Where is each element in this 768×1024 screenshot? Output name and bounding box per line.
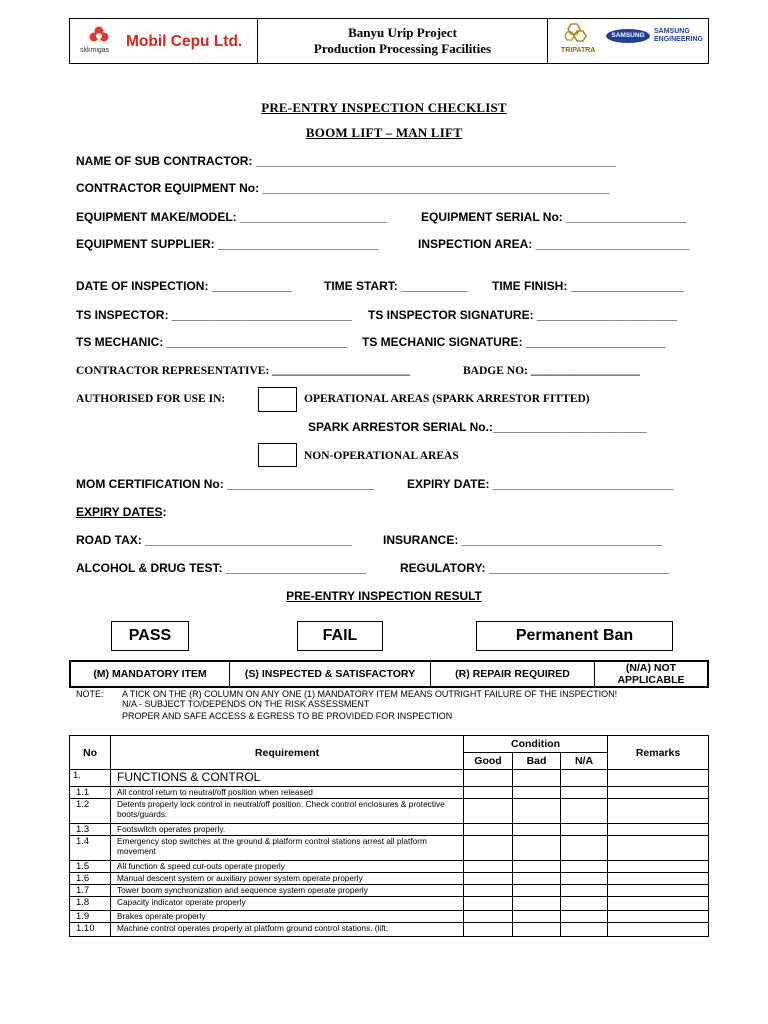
cell-remarks[interactable] [608,799,709,824]
cell-bad[interactable] [513,873,561,885]
header-no: No [70,736,111,770]
time-start-field[interactable]: TIME START: __________ [324,279,468,293]
spark-arrestor-serial-field[interactable]: SPARK ARRESTOR SERIAL No.:_______________________ [308,420,647,434]
legend-satisfactory: (S) INSPECTED & SATISFACTORY [230,661,431,687]
row-requirement: All function & speed cut-outs operate properly [111,861,464,873]
cell-bad[interactable] [513,770,561,787]
legend-table [69,660,709,688]
row-requirement: All control return to neutral/off position when released [111,787,464,799]
contractor-equipment-field[interactable]: CONTRACTOR EQUIPMENT No: ____________________________________________________ [76,181,610,195]
cell-good[interactable] [464,911,513,923]
cell-good[interactable] [464,836,513,861]
cell-good[interactable] [464,861,513,873]
cell-good[interactable] [464,873,513,885]
fail-option[interactable]: FAIL [297,621,383,651]
note-line-2: N/A - SUBJECT TO/DEPENDS ON THE RISK ASSESSMENT [122,699,370,709]
cell-bad[interactable] [513,885,561,897]
mobil-cepu-logo [70,19,258,63]
samsung-engineering-line-1: SAMSUNG [654,28,690,35]
badge-field[interactable]: BADGE NO: ___________________ [463,365,640,377]
header-condition: Condition [464,736,608,753]
ts-inspector-signature-field[interactable]: TS INSPECTOR SIGNATURE: _____________________ [368,308,678,322]
tripatra-label: TRIPATRA [561,47,596,54]
cell-bad[interactable] [513,923,561,937]
header-remarks: Remarks [608,736,709,770]
cell-remarks[interactable] [608,911,709,923]
mom-certification-field[interactable]: MOM CERTIFICATION No: ______________________ [76,477,374,491]
table-row [70,885,709,897]
expiry-dates-colon: : [162,505,167,519]
legend-mandatory: (M) MANDATORY ITEM [70,661,230,687]
cell-good[interactable] [464,897,513,911]
note-line-3: PROPER AND SAFE ACCESS & EGRESS TO BE PROVIDED FOR INSPECTION [122,711,453,721]
row-requirement: Brakes operate properly [111,911,464,923]
section-title: FUNCTIONS & CONTROL [111,770,464,787]
sub-contractor-field[interactable]: NAME OF SUB CONTRACTOR: ______________________________________________________ [76,154,617,168]
row-number: 1.3 [70,824,111,836]
table-row [70,799,709,824]
legend-not-applicable: (N/A) NOT APPLICABLE [595,661,709,687]
table-row [70,824,709,836]
cell-bad[interactable] [513,836,561,861]
table-row [70,911,709,923]
cell-remarks[interactable] [608,885,709,897]
operational-areas-checkbox[interactable] [258,387,297,412]
document-header [69,18,709,64]
inspection-area-field[interactable]: INSPECTION AREA: _______________________ [418,237,690,251]
project-line-2: Production Processing Facilities [313,41,492,56]
cell-bad[interactable] [513,861,561,873]
samsung-engineering-line-2: ENGINEERING [654,36,704,43]
row-number: 1.6 [70,873,111,885]
non-operational-areas-label: NON-OPERATIONAL AREAS [304,450,459,462]
row-requirement: Capacity indicator operate properly [111,897,464,911]
road-tax-field[interactable]: ROAD TAX: _______________________________ [76,533,352,547]
cell-bad[interactable] [513,824,561,836]
row-requirement: Machine control operates properly at platform ground control stations. (lift, [111,923,464,937]
ts-mechanic-field[interactable]: TS MECHANIC: ___________________________ [76,335,347,349]
expiry-date-field[interactable]: EXPIRY DATE: ___________________________ [407,477,673,491]
expiry-dates-label: EXPIRY DATES [76,505,163,519]
skkmigas-flower-icon [88,25,110,47]
row-number: 1.5 [70,861,111,873]
cell-good[interactable] [464,824,513,836]
cell-na[interactable] [561,787,608,799]
cell-good[interactable] [464,799,513,824]
header-requirement: Requirement [111,736,464,770]
partner-logos [548,19,709,63]
serial-field[interactable]: EQUIPMENT SERIAL No: __________________ [421,210,687,224]
cell-remarks[interactable] [608,824,709,836]
cell-good[interactable] [464,885,513,897]
note-label: NOTE: [76,689,104,699]
checklist-subtitle: BOOM LIFT – MAN LIFT [305,125,463,140]
mobil-cepu-label: Mobil Cepu Ltd. [126,33,243,50]
checklist-title: PRE-ENTRY INSPECTION CHECKLIST [261,100,507,115]
cell-bad[interactable] [513,787,561,799]
row-requirement: Tower boom synchronization and sequence system operate properly [111,885,464,897]
contractor-rep-field[interactable]: CONTRACTOR REPRESENTATIVE: ________________________ [76,365,411,377]
cell-good[interactable] [464,923,513,937]
cell-remarks[interactable] [608,770,709,787]
row-number: 1.10 [70,923,111,937]
ts-mechanic-signature-field[interactable]: TS MECHANIC SIGNATURE: _____________________ [362,335,666,349]
samsung-oval-logo: SAMSUNG [606,29,650,43]
note-line-1: A TICK ON THE (R) COLUMN ON ANY ONE (1) MANDATORY ITEM MEANS OUTRIGHT FAILURE OF THE INSPECTION! [122,689,618,699]
cell-good[interactable] [464,787,513,799]
non-operational-areas-checkbox[interactable] [258,443,297,467]
insurance-field[interactable]: INSURANCE: ______________________________ [383,533,662,547]
row-number: 1.4 [70,836,111,861]
cell-remarks[interactable] [608,873,709,885]
regulatory-field[interactable]: REGULATORY: ___________________________ [400,561,670,575]
cell-na[interactable] [561,873,608,885]
project-title [258,19,548,63]
row-requirement: Manual descent system or auxiliary power system operate properly [111,873,464,885]
cell-remarks[interactable] [608,897,709,911]
expiry-dates-heading [76,505,166,519]
supplier-field[interactable]: EQUIPMENT SUPPLIER: ________________________ [76,237,379,251]
legend-repair-required: (R) REPAIR REQUIRED [431,661,595,687]
pass-option[interactable]: PASS [111,621,189,651]
section-number: 1. [70,770,111,787]
row-requirement: Detents properly lock control in neutral/off position. Check control enclosures & protective boots/guards. [111,799,464,824]
table-row [70,836,709,861]
cell-na[interactable] [561,923,608,937]
row-requirement: Footswitch operates properly. [111,824,464,836]
cell-na[interactable] [561,770,608,787]
permanent-ban-option[interactable]: Permanent Ban [476,621,673,651]
row-number: 1.8 [70,897,111,911]
inspection-date-field[interactable]: DATE OF INSPECTION: ____________ [76,279,292,293]
table-row [70,861,709,873]
time-finish-field[interactable]: TIME FINISH: _________________ [492,279,685,293]
table-row [70,923,709,937]
checklist-table [69,735,709,937]
inspection-result-title: PRE-ENTRY INSPECTION RESULT [286,589,482,603]
operational-areas-label: OPERATIONAL AREAS (SPARK ARRESTOR FITTED) [304,393,590,405]
cell-bad[interactable] [513,897,561,911]
cell-remarks[interactable] [608,861,709,873]
row-number: 1.9 [70,911,111,923]
cell-na[interactable] [561,911,608,923]
make-model-field[interactable]: EQUIPMENT MAKE/MODEL: ______________________ [76,210,387,224]
cell-na[interactable] [561,836,608,861]
table-row [70,873,709,885]
header-na: N/A [561,753,608,770]
cell-na[interactable] [561,824,608,836]
cell-na[interactable] [561,799,608,824]
row-number: 1.2 [70,799,111,824]
header-bad: Bad [513,753,561,770]
table-row [70,897,709,911]
cell-good[interactable] [464,770,513,787]
alcohol-drug-test-field[interactable]: ALCOHOL & DRUG TEST: _____________________ [76,561,366,575]
skkmigas-label: skkmigas [80,47,110,54]
ts-inspector-field[interactable]: TS INSPECTOR: ___________________________ [76,308,352,322]
cell-remarks[interactable] [608,923,709,937]
project-line-1: Banyu Urip Project [348,25,457,40]
tripatra-hexagon-icon [564,23,590,43]
header-good: Good [464,753,513,770]
cell-na[interactable] [561,885,608,897]
row-requirement: Emergency stop switches at the ground & platform control stations arrest all platform movement [111,836,464,861]
table-row [70,787,709,799]
cell-bad[interactable] [513,911,561,923]
row-number: 1.7 [70,885,111,897]
cell-bad[interactable] [513,799,561,824]
section-row [70,770,709,787]
cell-na[interactable] [561,861,608,873]
authorised-label: AUTHORISED FOR USE IN: [76,393,226,405]
cell-remarks[interactable] [608,836,709,861]
samsung-engineering-label [654,28,703,44]
cell-remarks[interactable] [608,787,709,799]
row-number: 1.1 [70,787,111,799]
cell-na[interactable] [561,897,608,911]
